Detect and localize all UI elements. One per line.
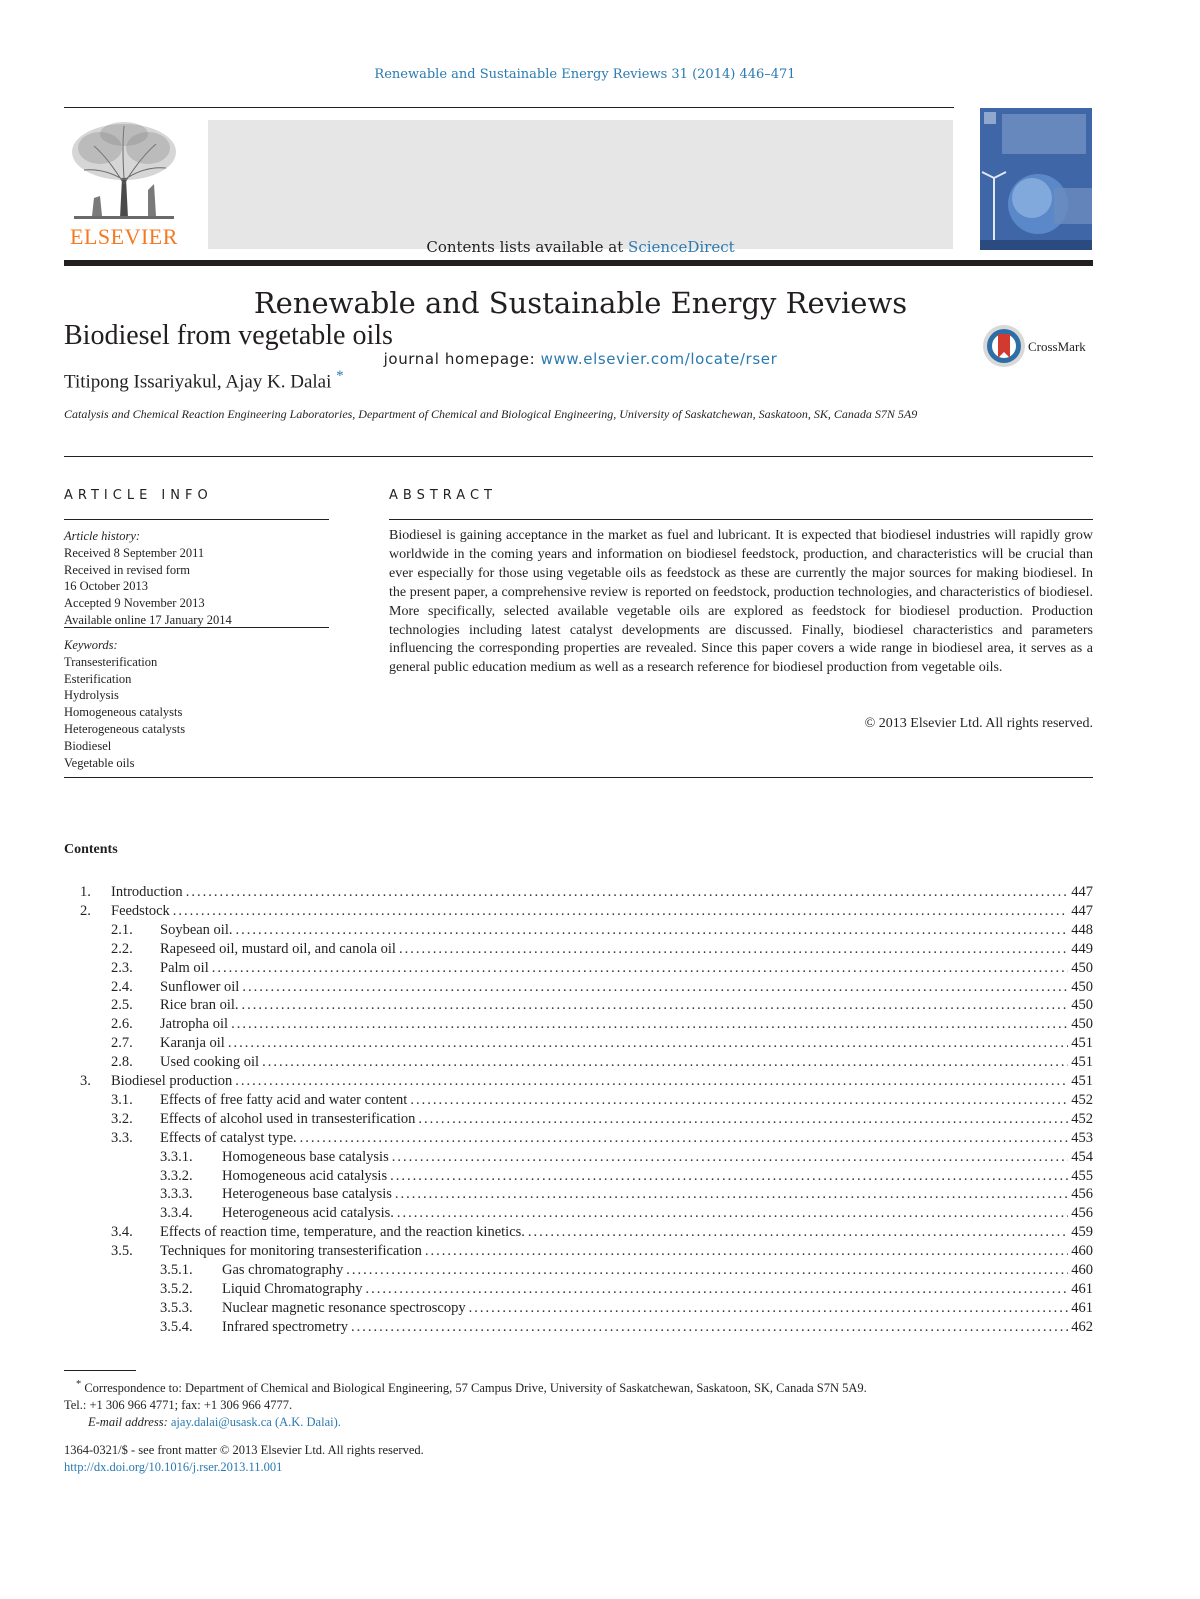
toc-entry-number: 3.5.: [111, 1243, 133, 1260]
toc-leader-dots: [300, 1130, 1069, 1147]
toc-entry-title: Effects of catalyst type.: [160, 1129, 297, 1146]
toc-entry[interactable]: [64, 1243, 1093, 1262]
toc-entry-number: 3.3.3.: [160, 1186, 193, 1203]
toc-entry[interactable]: [64, 1149, 1093, 1168]
footnote-mark: *: [76, 1379, 82, 1390]
toc-leader-dots: [242, 979, 1068, 996]
toc-entry-title: Karanja oil: [160, 1035, 225, 1052]
toc-leader-dots: [425, 1243, 1068, 1260]
toc-entry-title: Sunflower oil: [160, 978, 240, 995]
toc-entry-title: Effects of alcohol used in transesterification: [160, 1110, 416, 1127]
toc-entry-number: 2.8.: [111, 1054, 133, 1071]
toc-entry-title: Heterogeneous acid catalysis.: [222, 1205, 394, 1222]
toc-leader-dots: [212, 960, 1069, 977]
toc-entry-page: 450: [1071, 997, 1093, 1014]
abstract-heading: ABSTRACT: [389, 488, 497, 503]
toc-entry-title: Biodiesel production: [111, 1073, 233, 1089]
footnote-correspondence: Correspondence to: Department of Chemical and Biological Engineering, 57 Campus Drive, University of Saskatchewan, Saskatoon, SK, Canada S7N 5A9.: [84, 1381, 867, 1396]
toc-entry-page: 456: [1071, 1205, 1093, 1222]
toc-entry-number: 3.5.3.: [160, 1299, 193, 1316]
toc-entry-title: Effects of reaction time, temperature, and the reaction kinetics.: [160, 1224, 525, 1241]
toc-entry[interactable]: [64, 884, 1093, 903]
abstract-text: Biodiesel is gaining acceptance in the market as fuel and lubricant. It is expected that biodiesel industries will rapidly grow worldwide in the coming years and information on biodiesel feedstock, production, and characteristics will be crucial than ever especially for those using vegetable oils as feedstock as these are currently the major sources for making biodiesel. In the present paper, a comprehensive review is reported on feedstock, production technologies, and characteristics of biodiesel. More specifically, selected available vegetable oils are explored as feedstock for biodiesel production. Production technologies including latest catalyst developments are discussed. Finally, biodiesel characteristics and parameters influencing the corresponding properties are revealed. Since this paper covers a wide range in biodiesel area, it serves as a general public education medium as well as a research reference for biodiesel production from vegetable oils.: [389, 528, 1093, 676]
history-item: 16 October 2013: [64, 579, 149, 594]
toc-entry-page: 455: [1071, 1167, 1093, 1184]
toc-entry[interactable]: [64, 941, 1093, 960]
toc-entry-title: Feedstock: [111, 902, 170, 919]
affiliation-rule: [64, 456, 1093, 457]
toc-entry-page: 460: [1071, 1262, 1093, 1278]
toc-leader-dots: [231, 1016, 1068, 1033]
toc-entry-number: 3.3.2.: [160, 1167, 193, 1184]
toc-entry[interactable]: [64, 1186, 1093, 1205]
history-item: Received 8 September 2011: [64, 545, 205, 560]
toc-entry[interactable]: [64, 903, 1093, 922]
article-info-heading: ARTICLE INFO: [64, 488, 213, 503]
toc-entry-number: 3.4.: [111, 1224, 133, 1241]
toc-entry-page: 452: [1071, 1110, 1093, 1127]
toc-entry-number: 3.5.2.: [160, 1280, 193, 1297]
toc-entry-number: 3.5.4.: [160, 1318, 193, 1335]
toc-entry-page: 459: [1071, 1224, 1093, 1241]
toc-entry-number: 2.4.: [111, 978, 133, 995]
toc-entry-page: 460: [1071, 1243, 1093, 1260]
toc-entry-title: Rice bran oil.: [160, 997, 239, 1014]
toc-entry-number: 2.6.: [111, 1016, 133, 1033]
front-matter: [64, 1442, 424, 1476]
toc-leader-dots: [173, 903, 1068, 920]
elsevier-wordmark: ELSEVIER: [70, 224, 178, 249]
crossmark-icon: [982, 324, 1026, 368]
toc-entry-page: 447: [1071, 902, 1093, 919]
toc-entry-title: Gas chromatography: [222, 1262, 344, 1278]
toc-leader-dots: [418, 1111, 1068, 1128]
abstract-rule: [389, 519, 1093, 520]
crossmark-label: CrossMark: [1028, 339, 1086, 354]
toc-entry-page: 452: [1071, 1091, 1093, 1108]
keywords: [64, 637, 329, 771]
toc-entry-page: 448: [1071, 921, 1093, 938]
toc-leader-dots: [410, 1092, 1068, 1109]
history-item: Received in revised form: [64, 562, 190, 577]
toc-entry-page: 454: [1071, 1148, 1093, 1165]
toc-entry-page: 461: [1071, 1299, 1093, 1316]
author-list: [64, 368, 344, 393]
keyword-item: Heterogeneous catalysts: [64, 721, 186, 736]
toc-entry[interactable]: [64, 1130, 1093, 1149]
affiliation: Catalysis and Chemical Reaction Engineering Laboratories, Department of Chemical and Biological Engineering, University of Saskatchewan, Saskatoon, SK, Canada S7N 5A9: [64, 407, 918, 421]
correspondence-footnote: [64, 1376, 1104, 1431]
keyword-item: Biodiesel: [64, 738, 112, 753]
article-history: [64, 528, 329, 629]
history-item: Accepted 9 November 2013: [64, 596, 205, 611]
footnote-email-line: [64, 1414, 1104, 1431]
footnote-phone: Tel.: +1 306 966 4771; fax: +1 306 966 4777.: [64, 1398, 293, 1413]
toc-entry-page: 449: [1071, 940, 1093, 957]
toc-entry-title: Palm oil: [160, 959, 209, 976]
toc-entry[interactable]: [64, 1035, 1093, 1054]
toc-entry[interactable]: [64, 1262, 1093, 1281]
keyword-item: Homogeneous catalysts: [64, 705, 183, 720]
elsevier-logo: [64, 118, 184, 250]
toc-entry[interactable]: [64, 997, 1093, 1016]
toc-entry-page: 451: [1071, 1054, 1093, 1071]
abstract-bottom-rule: [64, 777, 1093, 778]
toc-entry-number: 3.3.: [111, 1129, 133, 1146]
keyword-item: Hydrolysis: [64, 688, 119, 703]
elsevier-tree-icon: [64, 118, 184, 222]
toc-leader-dots: [397, 1205, 1068, 1222]
toc-entry-title: Techniques for monitoring transesterification: [160, 1243, 422, 1260]
footnote-rule: [64, 1370, 136, 1371]
history-label: Article history:: [64, 529, 141, 543]
toc-entry-title: Introduction: [111, 884, 183, 900]
toc-entry[interactable]: [64, 960, 1093, 979]
toc-entry[interactable]: [64, 1319, 1093, 1338]
toc-entry-number: 2.5.: [111, 997, 133, 1014]
toc-entry-title: Liquid Chromatography: [222, 1280, 363, 1297]
toc-leader-dots: [399, 941, 1068, 958]
toc-entry[interactable]: [64, 1168, 1093, 1187]
history-rule: [64, 627, 329, 628]
article-title: Biodiesel from vegetable oils: [64, 320, 393, 351]
toc-entry-page: 456: [1071, 1186, 1093, 1203]
toc-entry-title: Homogeneous acid catalysis: [222, 1167, 388, 1184]
toc-entry-page: 451: [1071, 1035, 1093, 1052]
toc-entry-number: 3.1.: [111, 1091, 133, 1108]
article-info-rule: [64, 519, 329, 520]
toc-leader-dots: [469, 1300, 1069, 1317]
toc-entry-page: 451: [1071, 1073, 1093, 1089]
toc-leader-dots: [528, 1224, 1068, 1241]
journal-cover-icon: [980, 108, 1092, 250]
toc-entry[interactable]: [64, 1111, 1093, 1130]
toc-entry[interactable]: [64, 1281, 1093, 1300]
toc-leader-dots: [228, 1035, 1068, 1052]
email-link[interactable]: ajay.dalai@usask.ca: [170, 1415, 272, 1430]
homepage-prefix: journal homepage:: [383, 350, 541, 368]
crossmark-badge[interactable]: [982, 324, 1094, 370]
toc-leader-dots: [346, 1262, 1068, 1279]
toc-entry-number: 3.5.1.: [160, 1262, 193, 1278]
toc-entry-page: 450: [1071, 1016, 1093, 1033]
journal-cover-thumbnail[interactable]: [980, 108, 1092, 250]
toc-entry-page: 461: [1071, 1280, 1093, 1297]
toc-leader-dots: [395, 1186, 1068, 1203]
contents-heading: Contents: [64, 842, 118, 857]
keyword-item: Transesterification: [64, 654, 158, 669]
toc-entry-number: 1.: [80, 884, 91, 900]
journal-title: Renewable and Sustainable Energy Reviews: [253, 286, 908, 320]
toc-entry-number: 2.7.: [111, 1035, 133, 1052]
issn-line: 1364-0321/$ - see front matter © 2013 Elsevier Ltd. All rights reserved.: [64, 1443, 424, 1457]
contents-prefix: Contents lists available at: [426, 238, 629, 256]
contents-available-line: [208, 238, 953, 256]
keyword-item: Vegetable oils: [64, 755, 135, 770]
toc-entry[interactable]: [64, 979, 1093, 998]
toc-entry-title: Rapeseed oil, mustard oil, and canola oil: [160, 940, 396, 957]
toc-leader-dots: [242, 997, 1069, 1014]
toc-entry-page: 450: [1071, 959, 1093, 976]
toc-entry-number: 3.3.4.: [160, 1205, 193, 1222]
toc-leader-dots: [236, 922, 1069, 939]
toc-leader-dots: [390, 1168, 1068, 1185]
toc-entry-number: 3.3.1.: [160, 1148, 193, 1165]
toc-entry-title: Jatropha oil: [160, 1016, 229, 1033]
toc-entry-number: 3.: [80, 1073, 91, 1089]
toc-entry-number: 3.2.: [111, 1110, 133, 1127]
sciencedirect-link[interactable]: ScienceDirect: [628, 238, 735, 256]
toc-entry-number: 2.3.: [111, 959, 133, 976]
keywords-label: Keywords:: [64, 638, 118, 652]
toc-entry-number: 2.: [80, 902, 91, 919]
toc-entry-title: Nuclear magnetic resonance spectroscopy: [222, 1299, 466, 1316]
toc-entry-page: 453: [1071, 1129, 1093, 1146]
corresponding-author-mark[interactable]: *: [336, 368, 344, 384]
homepage-link[interactable]: www.elsevier.com/locate/rser: [540, 350, 778, 368]
toc-entry-number: 2.1.: [111, 921, 133, 938]
authors-text: Titipong Issariyakul, Ajay K. Dalai: [64, 371, 332, 393]
toc-entry-title: Used cooking oil: [160, 1054, 260, 1071]
footnote-correspondence-line: [64, 1376, 1104, 1397]
toc-entry-title: Effects of free fatty acid and water content: [160, 1091, 408, 1108]
toc-entry[interactable]: [64, 1016, 1093, 1035]
header-thick-rule: [64, 260, 1093, 266]
toc-leader-dots: [186, 884, 1069, 901]
toc-leader-dots: [351, 1319, 1068, 1336]
toc-entry[interactable]: [64, 1300, 1093, 1319]
toc-leader-dots: [262, 1054, 1068, 1071]
email-suffix: (A.K. Dalai).: [271, 1415, 341, 1430]
abstract-copyright: © 2013 Elsevier Ltd. All rights reserved.: [864, 716, 1093, 731]
journal-citation[interactable]: Renewable and Sustainable Energy Reviews 31 (2014) 446–471: [374, 67, 796, 82]
toc-leader-dots: [366, 1281, 1069, 1298]
toc-entry-title: Infrared spectrometry: [222, 1318, 349, 1335]
toc-leader-dots: [392, 1149, 1069, 1166]
header-rule: [64, 107, 954, 108]
toc-entry-title: Soybean oil.: [160, 921, 233, 938]
history-item: Available online 17 January 2014: [64, 612, 232, 627]
toc-entry[interactable]: [64, 1224, 1093, 1243]
doi-link[interactable]: http://dx.doi.org/10.1016/j.rser.2013.11.001: [64, 1460, 283, 1474]
toc-entry-title: Heterogeneous base catalysis: [222, 1186, 392, 1203]
toc-entry[interactable]: [64, 1073, 1093, 1092]
toc-leader-dots: [235, 1073, 1068, 1090]
toc-entry-title: Homogeneous base catalysis: [222, 1148, 389, 1165]
toc-entry[interactable]: [64, 1092, 1093, 1111]
journal-homepage-line: [208, 350, 953, 368]
toc-entry[interactable]: [64, 1205, 1093, 1224]
toc-entry-number: 2.2.: [111, 940, 133, 957]
toc-entry-page: 462: [1071, 1318, 1093, 1335]
keyword-item: Esterification: [64, 671, 132, 686]
toc-entry-page: 447: [1071, 884, 1093, 900]
toc-entry[interactable]: [64, 1054, 1093, 1073]
toc-entry-page: 450: [1071, 978, 1093, 995]
email-label: E-mail address:: [88, 1415, 171, 1430]
toc-entry[interactable]: [64, 922, 1093, 941]
